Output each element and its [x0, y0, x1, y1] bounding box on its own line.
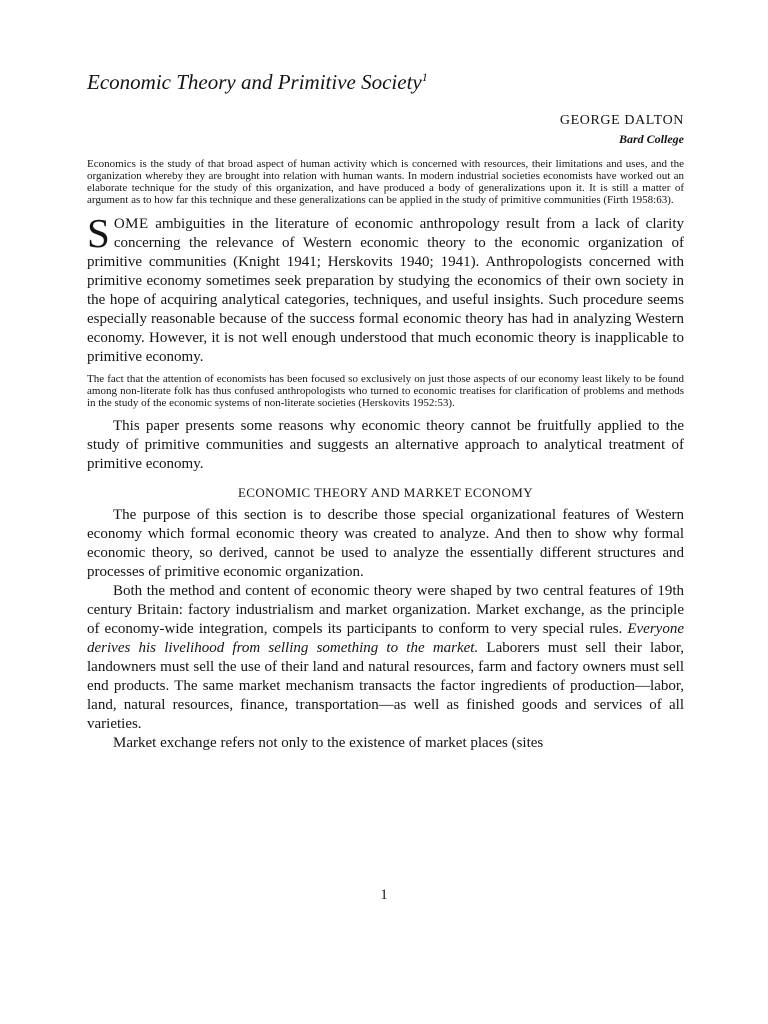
- article-title: [87, 68, 684, 96]
- paragraph-method-emphasis: Everyone derives his livelihood from selling something to the market.: [87, 621, 684, 656]
- paragraph-purpose: This paper presents some reasons why economic theory cannot be fruitfully applied to the study of primitive communities and suggests an alternative approach to analytical treatment of primitive economy.: [87, 418, 684, 472]
- article-body: [87, 210, 684, 753]
- author-affiliation: Bard College: [619, 132, 684, 146]
- paragraph-method-before: Both the method and content of economic theory were shaped by two central features of 19th century Britain: factory industrialism and market organization. Market exchange, as the principle of economy-wide integration, compels its participants to conform to very special rules.: [87, 583, 684, 637]
- paragraph-intro-text: ambiguities in the literature of economic anthropology result from a lack of clarity concerning the relevance of Western economic theory to the economic organization of primitive communities (Knight 1941; Herskovits 1940; 1941). Anthropologists concerned with primitive economy sometimes seek preparation by studying the economics of their own society in the hope of acquiring analytical categories, techniques, and useful insights. Such procedure seems especially reasonable because of the success formal economic theory has had in analyzing Western economy. However, it is not well enough understood that much economic theory is inapplicable to primitive economy.: [87, 216, 684, 365]
- title-footnote-marker: 1: [421, 70, 428, 84]
- page-number: 1: [380, 887, 388, 903]
- section-heading: ECONOMIC THEORY AND MARKET ECONOMY: [237, 485, 534, 500]
- paragraph-section-purpose: The purpose of this section is to describe those special organizational features of Western economy which formal economic theory was created to analyze. And then to show why formal economic theory, so derived, cannot be used to analyze the essentially different structures and processes of primitive economic organization.: [87, 507, 684, 580]
- paragraph-method-after: Laborers must sell their labor, landowners must sell the use of their land and natural resources, farm and factory owners must sell end products. The same market mechanism transacts the factor ingredients of production—labor, land, natural resources, finance, transportation—as well as finished goods and services of all varieties.: [87, 640, 684, 732]
- drop-cap: S: [87, 210, 110, 256]
- article-page: [87, 68, 684, 753]
- paragraph-lead-word: OME: [113, 216, 149, 232]
- block-quote: The fact that the attention of economists has been focused so exclusively on just those aspects of our economy least likely to be found among non-literate folk has thus confused anthropologists who turned to economic treatises for clarification of problems and methods in the study of the economic systems of non-literate societies (Herskovits 1952:53).: [87, 373, 684, 409]
- paragraph-intro: [87, 210, 684, 367]
- epigraph: Economics is the study of that broad aspect of human activity which is concerned with resources, their limitations and uses, and the organization whereby they are brought into relation with human wants. In modern industrial societies economists have worked out an elaborate technique for the study of this organization, and have produced a body of generalizations upon it. It is still a matter of argument as to how far this technique and these generalizations can be applied in the study of primitive communities (Firth 1958:63).: [87, 158, 684, 206]
- paragraph-market-exchange: Market exchange refers not only to the existence of market places (sites: [113, 735, 544, 751]
- title-text: Economic Theory and Primitive Society: [87, 70, 422, 94]
- paragraph-method: [87, 582, 684, 734]
- byline: [87, 112, 684, 148]
- author-name: GEORGE DALTON: [559, 113, 684, 128]
